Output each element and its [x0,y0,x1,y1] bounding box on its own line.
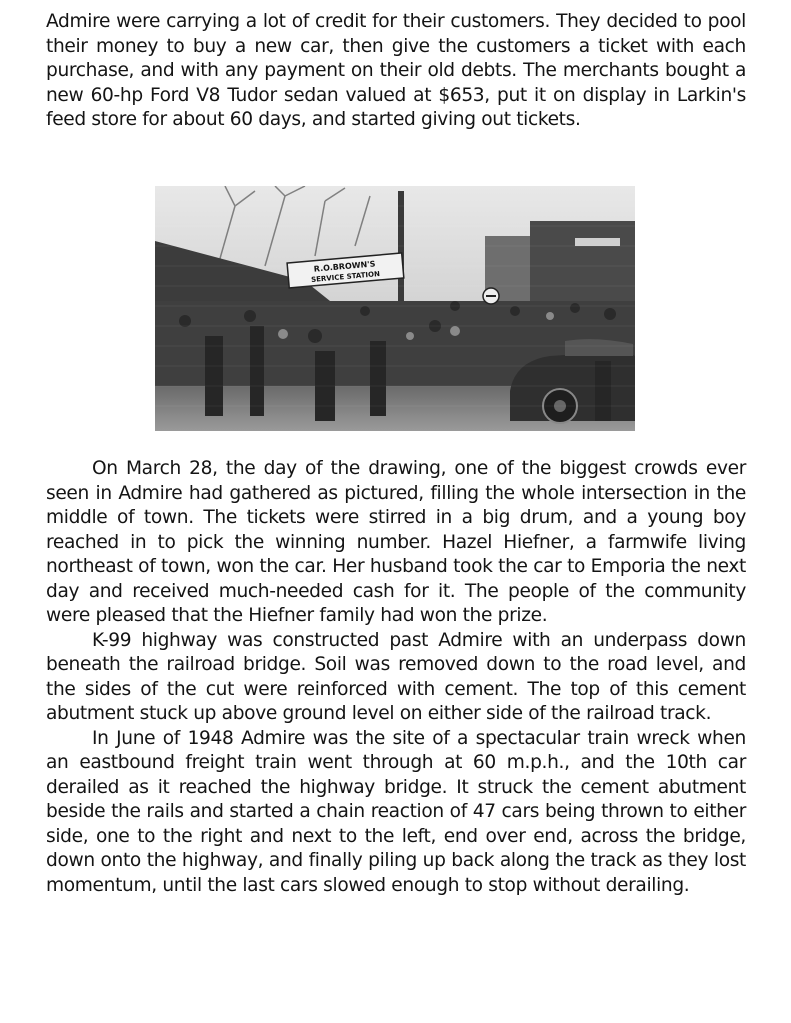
paragraph-drawing-day: On March 28, the day of the drawing, one of the biggest crowds ever seen in Admire had gathered as pictured, filling the whole intersection in the middle of town. The tickets were stirred in a big drum, and a young boy reached in to pick the winning number. Hazel Hiefner, a farmwife living northeast of town, won the car. Her husband took the car to Emporia the next day and received much-needed cash for it. The people of the community were pleased that the Hiefner family had won the prize. [46,458,746,626]
body-section [46,457,746,898]
crowd-photo [155,186,635,431]
paragraph-credit-and-car: Admire were carrying a lot of credit for their customers. They decided to pool their money to buy a new car, then give the customers a ticket with each purchase, and with any payment on their old debts. The merchants bought a new 60-hp Ford V8 Tudor sedan valued at $653, put it on display in Larkin's feed store for about 60 days, and started giving out tickets. [46,11,746,130]
paragraph-train-wreck: In June of 1948 Admire was the site of a spectacular train wreck when an eastbound freight train went through at 60 m.p.h., and the 10th car derailed as it reached the highway bridge. It struck the cement abutment beside the rails and started a chain reaction of 47 cars being thrown to either side, one to the right and next to the left, end over end, across the bridge, down onto the highway, and finally piling up back along the track as they lost momentum, until the last cars slowed enough to stop without derailing. [46,727,746,896]
street-sign [575,238,620,246]
svg-text:SERVICE STATION: SERVICE STATION [310,269,381,284]
intro-section [46,10,746,133]
paragraph-k99-highway: K-99 highway was constructed past Admire with an underpass down beneath the railroad bridge. Soil was removed down to the road level, and the sides of the cut were reinforced with cement. The top of this cement abutment stuck up above ground level on either side of the railroad track. [46,629,746,724]
crowd-photo-image [155,186,635,431]
svg-text:R.O.BROWN'S: R.O.BROWN'S [313,259,376,274]
